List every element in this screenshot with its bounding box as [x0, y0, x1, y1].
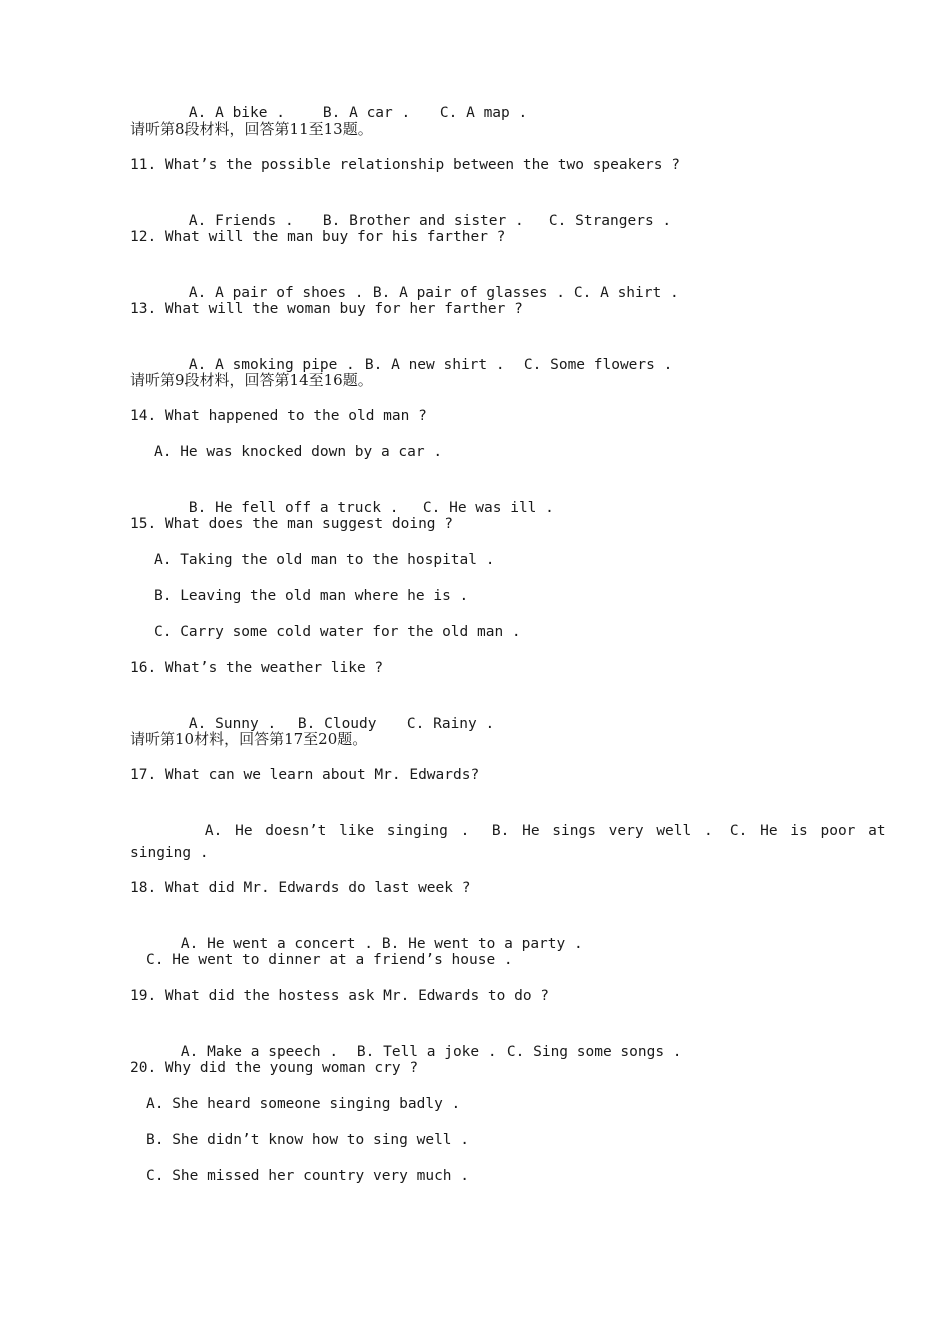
- q18-option-b: B. He went to a party .: [381, 936, 583, 952]
- q17-option-a: A. He doesn’t like singing .: [204, 823, 470, 839]
- section-9-instruction: 请听第9段材料，回答第14至16题。: [130, 371, 373, 389]
- q17-option-c-continuation: singing .: [130, 845, 209, 861]
- q10-option-c: C. A map .: [439, 105, 528, 121]
- q20-option-a: A. She heard someone singing badly .: [146, 1096, 461, 1112]
- q19-question: 19. What did the hostess ask Mr. Edwards to do ?: [130, 988, 550, 1004]
- section-8-instruction: 请听第8段材料，回答第11至13题。: [130, 120, 373, 138]
- q14-option-c: C. He was ill .: [422, 500, 554, 516]
- q15-option-a: A. Taking the old man to the hospital .: [154, 552, 495, 568]
- q15-option-c: C. Carry some cold water for the old man .: [154, 624, 521, 640]
- q12-option-c: C. A shirt .: [573, 285, 679, 301]
- q18-option-a: A. He went a concert .: [180, 936, 373, 952]
- q17-options: [154, 801, 886, 861]
- q18-option-c: C. He went to dinner at a friend’s house .: [146, 952, 513, 968]
- q10-option-a: A. A bike .: [188, 105, 285, 121]
- q17-question: 17. What can we learn about Mr. Edwards?: [130, 767, 480, 783]
- q12-option-b: B. A pair of glasses .: [372, 285, 565, 301]
- q20-option-b: B. She didn’t know how to sing well .: [146, 1132, 470, 1148]
- q19-option-a: A. Make a speech .: [180, 1044, 339, 1060]
- q15-question: 15. What does the man suggest doing ?: [130, 516, 454, 532]
- q11-option-c: C. Strangers .: [548, 213, 672, 229]
- q14-option-b: B. He fell off a truck .: [188, 500, 399, 516]
- q13-option-c: C. Some flowers .: [523, 357, 673, 373]
- q20-option-c: C. She missed her country very much .: [146, 1168, 470, 1184]
- q13-option-a: A. A smoking pipe .: [188, 357, 355, 373]
- q12-option-a: A. A pair of shoes .: [188, 285, 364, 301]
- q14-option-a: A. He was knocked down by a car .: [154, 444, 443, 460]
- q10-option-b: B. A car .: [322, 105, 411, 121]
- q16-option-b: B. Cloudy: [297, 716, 377, 732]
- q11-option-b: B. Brother and sister .: [322, 213, 524, 229]
- q13-option-b: B. A new shirt .: [364, 357, 505, 373]
- q16-option-a: A. Sunny .: [188, 716, 277, 732]
- q13-question: 13. What will the woman buy for her farther ?: [130, 301, 523, 317]
- q19-option-b: B. Tell a joke .: [356, 1044, 497, 1060]
- q15-option-b: B. Leaving the old man where he is .: [154, 588, 469, 604]
- q19-option-c: C. Sing some songs .: [506, 1044, 682, 1060]
- q16-question: 16. What’s the weather like ?: [130, 660, 384, 676]
- q17-option-b: B. He sings very well .: [491, 823, 713, 839]
- q16-option-c: C. Rainy .: [406, 716, 495, 732]
- q20-question: 20. Why did the young woman cry ?: [130, 1060, 419, 1076]
- q18-question: 18. What did Mr. Edwards do last week ?: [130, 880, 471, 896]
- section-10-instruction: 请听第10材料，回答第17至20题。: [130, 730, 368, 748]
- q17-option-c: C. He is poor at: [729, 823, 886, 839]
- q14-question: 14. What happened to the old man ?: [130, 408, 427, 424]
- q11-question: 11. What’s the possible relationship between the two speakers ?: [130, 157, 680, 173]
- q11-option-a: A. Friends .: [188, 213, 294, 229]
- q12-question: 12. What will the man buy for his farther ?: [130, 229, 506, 245]
